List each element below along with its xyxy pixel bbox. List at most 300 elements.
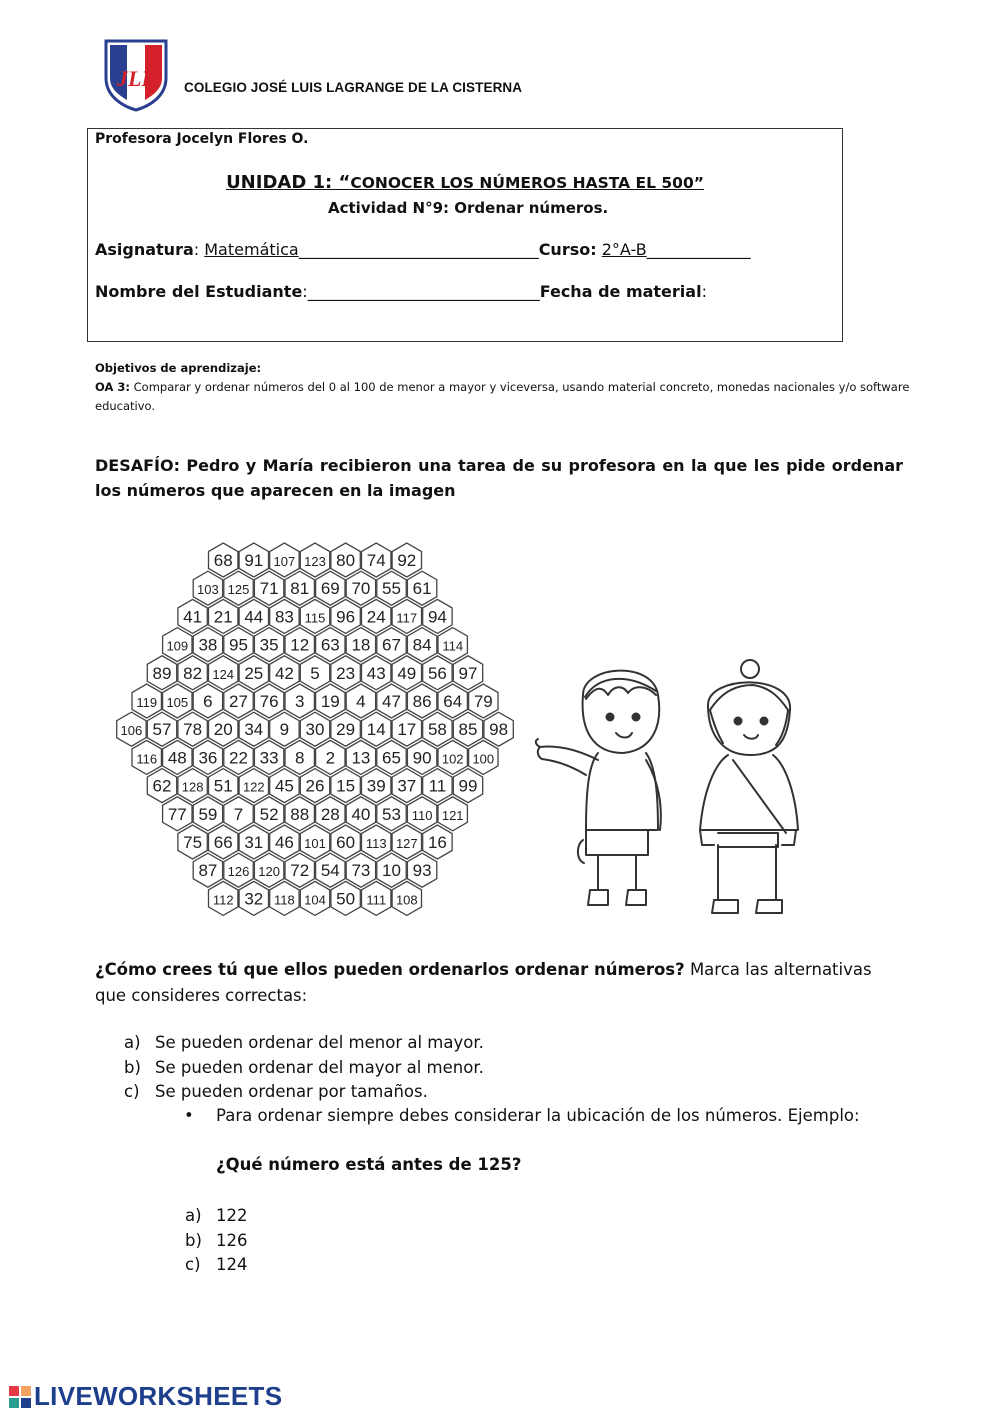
- hex-cell: [239, 825, 268, 859]
- hex-number: 26: [305, 776, 325, 796]
- hex-cell: [438, 740, 467, 774]
- hex-number: 94: [427, 607, 447, 627]
- hex-number: 55: [382, 579, 401, 599]
- hex-cell: [193, 797, 222, 831]
- hex-number: 11: [428, 776, 447, 796]
- hex-cell: [193, 684, 222, 718]
- girl-figure: [700, 660, 798, 913]
- hex-number: 56: [427, 663, 447, 683]
- hex-cell: [285, 797, 314, 831]
- hex-number: 110: [411, 807, 433, 823]
- hex-number: 90: [412, 748, 432, 768]
- hex-cell: [209, 881, 238, 915]
- hex-cell: [132, 684, 161, 718]
- hex-number: 81: [290, 579, 310, 599]
- hex-number: 34: [244, 720, 264, 740]
- hex-cell: [193, 740, 222, 774]
- hex-number: 122: [242, 779, 265, 795]
- hex-cell: [438, 684, 467, 718]
- hex-number: 24: [366, 607, 386, 627]
- hex-cell: [453, 769, 482, 803]
- hex-cell: [285, 853, 314, 887]
- hex-number: 21: [213, 607, 233, 627]
- hex-cell: [270, 769, 299, 803]
- hex-cell: [377, 797, 406, 831]
- hex-number: 10: [382, 861, 401, 881]
- hex-number: 86: [412, 692, 432, 711]
- question-1: [95, 957, 885, 1009]
- oa-label: OA 3:: [95, 380, 130, 394]
- hex-cell: [178, 599, 207, 633]
- hex-number: 105: [166, 695, 189, 710]
- hex-cell: [331, 599, 360, 633]
- hex-cell: [224, 853, 253, 887]
- hex-cell: [316, 684, 345, 718]
- hex-cell: [423, 769, 452, 803]
- unit-label: UNIDAD 1: “: [226, 172, 351, 193]
- hex-cell: [407, 684, 436, 718]
- hex-number: 88: [290, 804, 310, 824]
- hex-number: 46: [274, 833, 294, 852]
- hex-number: 9: [279, 720, 290, 740]
- hex-number: 61: [412, 579, 432, 599]
- option-b[interactable]: b) Se pueden ordenar del mayor al menor.: [124, 1057, 484, 1077]
- hex-cell: [300, 599, 329, 633]
- hex-number: 32: [244, 889, 264, 909]
- hex-number: 18: [351, 635, 371, 655]
- hex-number: 38: [198, 635, 218, 655]
- hex-number: 79: [473, 692, 493, 711]
- hex-number: 117: [396, 610, 418, 626]
- hex-cell: [209, 599, 238, 633]
- question-1-options: [124, 1031, 484, 1105]
- hex-number: 108: [395, 892, 418, 908]
- hex-number: 95: [229, 635, 248, 655]
- hex-number: 2: [325, 748, 336, 768]
- hex-cell: [377, 684, 406, 718]
- hex-number: 123: [304, 554, 326, 569]
- hex-number: 33: [259, 748, 279, 768]
- hex-number: 41: [183, 607, 203, 627]
- hex-cell: [346, 628, 375, 662]
- liveworksheets-brand[interactable]: [8, 1381, 282, 1412]
- hex-number: 100: [472, 751, 495, 767]
- question-1-bold: ¿Cómo crees tú que ellos pueden ordenarlos ordenar números?: [95, 960, 685, 979]
- hex-cell: [346, 684, 375, 718]
- hex-number: 8: [294, 748, 305, 768]
- hex-cell: [270, 712, 299, 746]
- hex-cell: [407, 853, 436, 887]
- hex-number: 52: [259, 804, 279, 824]
- hex-cell: [300, 825, 329, 859]
- hex-number: 12: [290, 635, 310, 655]
- hex-number: 13: [351, 748, 371, 768]
- hex-number: 116: [136, 751, 158, 767]
- hex-cell: [362, 825, 391, 859]
- hexagon-number-grid: [110, 540, 520, 925]
- hex-number: 102: [441, 751, 464, 767]
- hex-number: 23: [336, 663, 356, 683]
- school-logo: [102, 38, 170, 112]
- hex-cell: [362, 881, 391, 915]
- hex-cell: [239, 881, 268, 915]
- course-value: 2°A-B: [601, 240, 647, 259]
- hex-cell: [147, 656, 176, 690]
- hex-number: 91: [244, 551, 264, 570]
- hex-cell: [407, 740, 436, 774]
- hex-cell: [254, 853, 283, 887]
- hex-number: 97: [458, 663, 478, 683]
- hex-cell: [469, 740, 498, 774]
- hex-number: 87: [198, 861, 218, 881]
- hex-cell: [331, 543, 360, 577]
- hex-cell: [407, 797, 436, 831]
- hex-cell: [346, 797, 375, 831]
- hex-cell: [193, 571, 222, 605]
- hex-number: 42: [274, 663, 294, 683]
- hex-number: 57: [152, 720, 172, 740]
- student-label: Nombre del Estudiante: [95, 282, 303, 301]
- hex-number: 30: [305, 720, 325, 740]
- hex-cell: [224, 684, 253, 718]
- hex-number: 99: [458, 776, 478, 796]
- hex-cell: [254, 740, 283, 774]
- hex-cell: [285, 628, 314, 662]
- hex-number: 89: [152, 663, 172, 683]
- unit-title: [0, 172, 930, 193]
- hex-number: 106: [120, 723, 143, 739]
- hex-cell: [453, 712, 482, 746]
- hex-cell: [392, 599, 421, 633]
- hex-number: 28: [320, 804, 340, 824]
- hex-number: 54: [320, 861, 340, 881]
- hex-number: 78: [183, 720, 203, 740]
- hex-cell: [270, 881, 299, 915]
- hex-cell: [392, 769, 421, 803]
- hex-number: 125: [227, 582, 250, 598]
- hex-cell: [254, 571, 283, 605]
- hex-cell: [392, 656, 421, 690]
- hex-cell: [377, 740, 406, 774]
- hex-cell: [117, 712, 146, 746]
- hex-number: 93: [412, 861, 432, 881]
- hex-cell: [377, 628, 406, 662]
- hint-bullet: [184, 1106, 860, 1125]
- hex-number: 77: [167, 804, 187, 824]
- hex-number: 85: [458, 720, 478, 740]
- hex-number: 120: [258, 864, 280, 880]
- hex-cell: [239, 599, 268, 633]
- hex-cell: [163, 740, 192, 774]
- hex-number: 20: [213, 720, 233, 740]
- hex-number: 60: [336, 833, 356, 852]
- oa-text: Comparar y ordenar números del 0 al 100 de menor a mayor y viceversa, usando material concreto, monedas nacionales y/o software educativo.: [95, 380, 910, 413]
- hex-cell: [254, 797, 283, 831]
- header-box: [87, 128, 843, 342]
- hex-cell: [178, 712, 207, 746]
- hex-cell: [224, 628, 253, 662]
- hex-cell: [300, 769, 329, 803]
- hex-number: 64: [443, 692, 463, 711]
- hex-number: 80: [336, 551, 356, 570]
- hex-number: 39: [366, 776, 386, 796]
- hex-cell: [147, 769, 176, 803]
- hex-number: 5: [310, 663, 320, 683]
- hex-cell: [362, 656, 391, 690]
- hex-number: 74: [366, 551, 386, 570]
- hex-cell: [239, 712, 268, 746]
- hex-cell: [300, 712, 329, 746]
- hex-number: 83: [274, 607, 294, 627]
- hex-cell: [362, 599, 391, 633]
- boy-figure: [536, 671, 661, 905]
- hex-cell: [438, 797, 467, 831]
- hex-number: 92: [397, 551, 417, 570]
- hex-number: 71: [259, 579, 279, 599]
- hex-cell: [270, 599, 299, 633]
- hex-number: 3: [294, 692, 305, 711]
- children-illustration: [528, 655, 818, 925]
- hex-number: 72: [290, 861, 310, 881]
- hex-cell: [239, 769, 268, 803]
- hex-number: 96: [336, 607, 356, 627]
- hex-cell: [362, 712, 391, 746]
- activity-title: Actividad N°9: Ordenar números.: [328, 199, 609, 217]
- hex-number: 75: [183, 833, 203, 852]
- hex-cell: [423, 825, 452, 859]
- course-blank[interactable]: _____________: [646, 240, 751, 259]
- hex-number: 84: [412, 635, 432, 655]
- hex-cell: [316, 571, 345, 605]
- hex-number: 15: [336, 776, 356, 796]
- hex-cell: [285, 684, 314, 718]
- hex-number: 48: [167, 748, 187, 768]
- hex-cell: [346, 571, 375, 605]
- hex-cell: [316, 740, 345, 774]
- hex-number: 124: [212, 666, 235, 682]
- hex-cell: [392, 543, 421, 577]
- hex-cell: [331, 656, 360, 690]
- hex-cell: [377, 571, 406, 605]
- hex-number: 114: [442, 638, 464, 654]
- student-name-blank[interactable]: _____________________________: [307, 282, 540, 301]
- hex-number: 7: [233, 804, 244, 824]
- hex-number: 17: [397, 720, 417, 740]
- hex-cell: [484, 712, 513, 746]
- liveworksheets-icon: [8, 1385, 32, 1409]
- hex-cell: [392, 825, 421, 859]
- hex-cell: [438, 628, 467, 662]
- hex-cell: [423, 599, 452, 633]
- hex-cell: [178, 825, 207, 859]
- hex-cell: [300, 881, 329, 915]
- hex-number: 40: [351, 804, 371, 824]
- subject-blank[interactable]: ______________________________: [298, 240, 539, 259]
- hex-number: 47: [382, 692, 401, 711]
- hex-number: 70: [351, 579, 371, 599]
- hex-number: 58: [427, 720, 447, 740]
- hex-number: 27: [229, 692, 248, 711]
- hex-cell: [224, 797, 253, 831]
- hex-number: 113: [365, 836, 387, 851]
- hex-number: 65: [382, 748, 401, 768]
- hex-number: 31: [244, 833, 264, 852]
- hex-number: 103: [197, 582, 219, 598]
- bullet-icon: •: [184, 1106, 194, 1125]
- teacher-name: Profesora Jocelyn Flores O.: [95, 131, 309, 147]
- hex-number: 67: [382, 635, 401, 655]
- question-2: ¿Qué número está antes de 125?: [216, 1155, 522, 1174]
- hex-cell: [193, 853, 222, 887]
- hex-number: 107: [273, 554, 296, 569]
- hex-cell: [163, 628, 192, 662]
- hex-number: 73: [351, 861, 371, 881]
- student-date-row: Nombre del Estudiante:_____________________________Fecha de material:: [95, 282, 707, 301]
- question-2-options: [185, 1204, 248, 1278]
- hex-cell: [224, 571, 253, 605]
- brand-text: LIVEWORKSHEETS: [34, 1381, 283, 1411]
- hex-cell: [178, 769, 207, 803]
- q2-option-a[interactable]: a) 122: [185, 1206, 248, 1225]
- hex-cell: [316, 628, 345, 662]
- date-label: Fecha de material: [539, 282, 702, 301]
- course-label: Curso:: [538, 240, 597, 259]
- hex-number: 45: [274, 776, 294, 796]
- hex-number: 22: [229, 748, 248, 768]
- hint-text: Para ordenar siempre debes considerar la ubicación de los números. Ejemplo:: [216, 1106, 860, 1125]
- objectives-text: [95, 378, 910, 416]
- hex-number: 112: [212, 892, 234, 908]
- hex-cell: [300, 543, 329, 577]
- hex-cell: [331, 825, 360, 859]
- hex-cell: [316, 853, 345, 887]
- hex-number: 53: [382, 804, 401, 824]
- hex-number: 126: [227, 864, 250, 880]
- subject-label: Asignatura: [95, 240, 194, 259]
- hex-number: 109: [166, 638, 189, 654]
- hex-number: 36: [198, 748, 218, 768]
- hex-cell: [163, 797, 192, 831]
- hex-number: 82: [183, 663, 203, 683]
- subject-value: Matemática: [204, 240, 299, 259]
- unit-subtitle: CONOCER LOS NÚMEROS HASTA EL 500”: [350, 174, 704, 192]
- hex-cell: [423, 712, 452, 746]
- logo-monogram: JLL: [117, 66, 155, 91]
- hex-number: 115: [304, 610, 326, 626]
- hex-number: 25: [244, 663, 264, 683]
- hex-number: 127: [395, 836, 418, 851]
- hex-number: 63: [320, 635, 340, 655]
- hex-number: 6: [203, 692, 213, 711]
- hex-cell: [423, 656, 452, 690]
- hex-cell: [469, 684, 498, 718]
- objectives-title: Objetivos de aprendizaje:: [95, 361, 262, 375]
- question-1-rest: Marca las alternativas que consideres correctas:: [95, 960, 872, 1005]
- hex-cell: [209, 656, 238, 690]
- hex-cell: [254, 628, 283, 662]
- hex-number: 4: [356, 692, 366, 711]
- hex-number: 16: [427, 833, 447, 852]
- hex-cell: [239, 543, 268, 577]
- hex-cell: [392, 881, 421, 915]
- hex-cell: [270, 543, 299, 577]
- option-a[interactable]: a) Se pueden ordenar del menor al mayor.: [124, 1033, 484, 1052]
- hex-number: 37: [397, 776, 417, 796]
- hex-cell: [209, 712, 238, 746]
- hex-cell: [239, 656, 268, 690]
- hex-number: 119: [136, 695, 158, 710]
- hex-cell: [362, 769, 391, 803]
- hex-number: 68: [213, 551, 233, 570]
- hex-number: 43: [366, 663, 386, 683]
- hex-cell: [407, 628, 436, 662]
- hex-number: 121: [441, 807, 464, 823]
- option-c[interactable]: c) Se pueden ordenar por tamaños.: [124, 1082, 428, 1101]
- subject-course-row: Asignatura: Matemática______________________________Curso: 2°A-B_____________: [95, 240, 751, 259]
- hex-cell: [300, 656, 329, 690]
- hex-cell: [285, 571, 314, 605]
- hex-cell: [147, 712, 176, 746]
- hex-number: 62: [152, 776, 172, 796]
- challenge-text: DESAFÍO: Pedro y María recibieron una tarea de su profesora en la que les pide ordenar los números que aparecen en la imagen: [95, 456, 903, 500]
- hex-cell: [331, 712, 360, 746]
- hex-cell: [346, 740, 375, 774]
- hex-cell: [178, 656, 207, 690]
- hex-cell: [346, 853, 375, 887]
- hex-number: 50: [336, 889, 356, 909]
- hex-cell: [377, 853, 406, 887]
- hex-number: 118: [274, 892, 295, 908]
- hex-number: 35: [259, 635, 279, 655]
- hex-cell: [362, 543, 391, 577]
- hex-cell: [193, 628, 222, 662]
- hex-number: 76: [259, 692, 279, 711]
- hex-cell: [224, 740, 253, 774]
- hex-number: 98: [489, 720, 509, 740]
- hex-number: 19: [320, 692, 340, 711]
- hex-cell: [331, 769, 360, 803]
- school-name: COLEGIO JOSÉ LUIS LAGRANGE DE LA CISTERNA: [184, 80, 523, 95]
- hex-number: 69: [320, 579, 340, 599]
- hex-number: 59: [198, 804, 218, 824]
- q2-option-b[interactable]: b) 126: [185, 1230, 248, 1250]
- hex-number: 14: [366, 720, 386, 740]
- hex-number: 101: [304, 836, 326, 851]
- hex-number: 111: [366, 892, 387, 908]
- hex-cell: [407, 571, 436, 605]
- hex-cell: [270, 825, 299, 859]
- hex-number: 29: [336, 720, 356, 740]
- hex-cell: [209, 769, 238, 803]
- hex-cell: [270, 656, 299, 690]
- hex-cell: [209, 543, 238, 577]
- hex-cell: [254, 684, 283, 718]
- hex-cell: [285, 740, 314, 774]
- hex-number: 49: [397, 663, 417, 683]
- hex-cell: [316, 797, 345, 831]
- hex-number: 44: [244, 607, 264, 627]
- hex-number: 128: [181, 779, 204, 795]
- hex-cell: [163, 684, 192, 718]
- hex-cell: [392, 712, 421, 746]
- hex-number: 51: [213, 776, 233, 796]
- hex-cell: [453, 656, 482, 690]
- hex-cell: [331, 881, 360, 915]
- hex-number: 66: [213, 833, 233, 852]
- hex-number: 104: [304, 892, 326, 908]
- hex-cell: [209, 825, 238, 859]
- q2-option-c[interactable]: c) 124: [185, 1255, 248, 1274]
